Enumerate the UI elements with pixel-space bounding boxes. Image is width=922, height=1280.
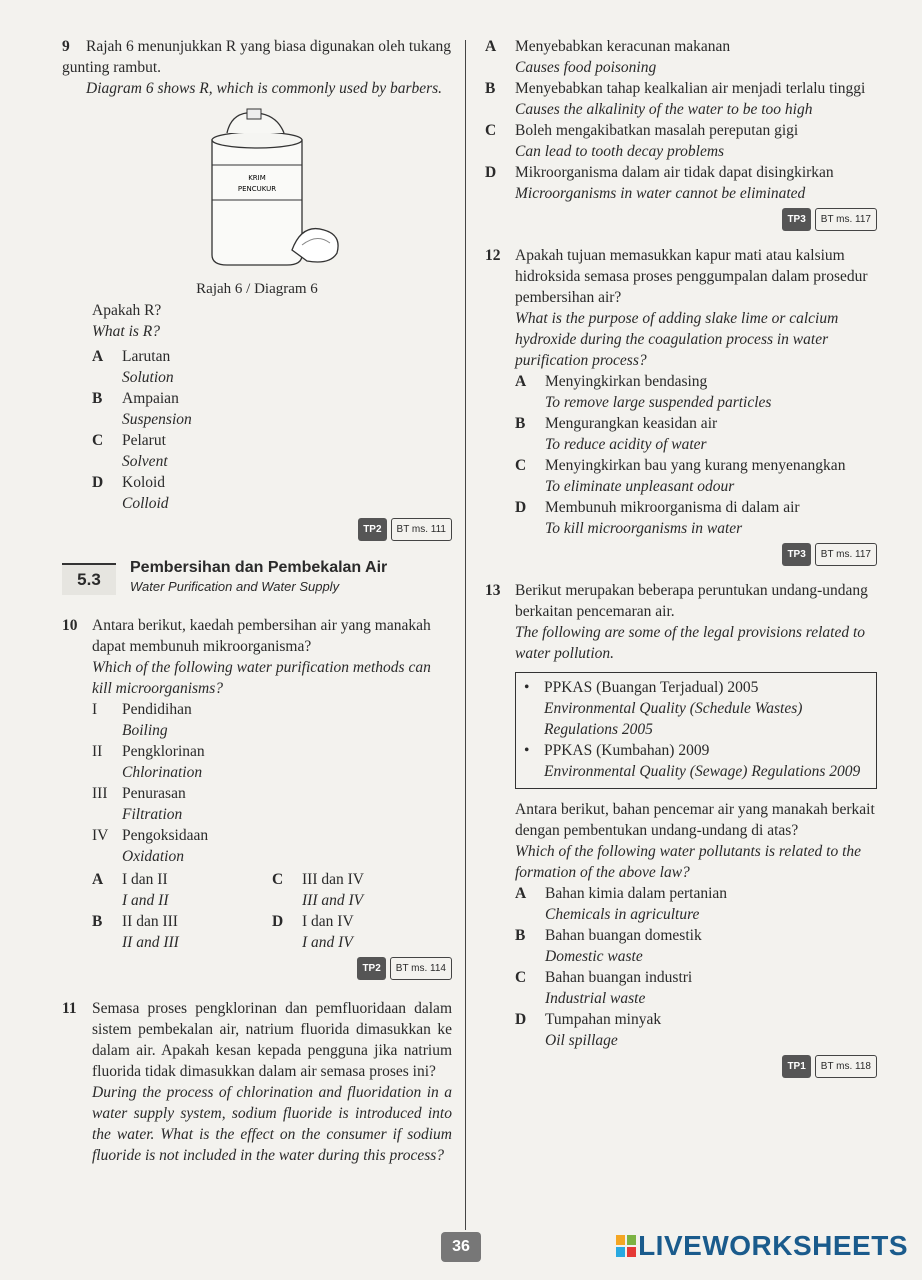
- question-number: 11: [62, 1000, 77, 1017]
- option-c[interactable]: C III dan IV III and IV: [272, 871, 364, 909]
- statement-iv: IV Pengoksidaan Oxidation: [92, 827, 209, 865]
- question-text-en: During the process of chlorination and fluoridation in a water supply system, sodium fluoride is introduced into the water. What is the effect on the consumer if sodium fluoride is not included in the water during this process?: [92, 1084, 452, 1164]
- question-text-ms: Apakah tujuan memasukkan kapur mati atau kalsium hidroksida semasa proses penggumpalan dalam prosedur pembersihan air?: [515, 247, 868, 306]
- statement-i: I Pendidihan Boiling: [92, 701, 192, 739]
- shaving-cream-can-illustration: [62, 105, 452, 275]
- option-c[interactable]: C Bahan buangan industri Industrial waste: [515, 969, 693, 1007]
- question-11: [62, 998, 452, 1166]
- option-c[interactable]: C Boleh mengakibatkan masalah pereputan gigi Can lead to tooth decay problems: [485, 122, 799, 160]
- question-number: 12: [485, 247, 501, 264]
- level-tag: TP3 BT ms. 117: [485, 208, 877, 231]
- liveworksheets-brand[interactable]: [616, 1230, 908, 1262]
- brand-name: LIVEWORKSHEETS: [638, 1230, 908, 1261]
- page-number: 36: [441, 1232, 481, 1262]
- list-item: • PPKAS (Kumbahan) 2009 Environmental Quality (Sewage) Regulations 2009: [524, 742, 861, 780]
- question-text-ms: Berikut merupakan beberapa peruntukan undang-undang berkaitan pencemaran air.: [515, 582, 868, 620]
- diagram-6: [62, 105, 452, 275]
- option-a[interactable]: A Bahan kimia dalam pertanian Chemicals in agriculture: [515, 885, 728, 923]
- question-text-ms: Semasa proses pengklorinan dan pemfluoridaan dalam sistem pembekalan air, natrium fluorida dimasukkan ke dalam air. Apakah kesan kepada pengguna jika natrium fluorida tidak dimasukkan dalam air semasa proses ini?: [92, 1000, 452, 1080]
- option-d[interactable]: D Tumpahan minyak Oil spillage: [515, 1011, 662, 1049]
- option-a[interactable]: A Menyingkirkan bendasing To remove large suspended particles: [515, 373, 772, 411]
- option-d[interactable]: D Membunuh mikroorganisma di dalam air To kill microorganisms in water: [515, 499, 800, 537]
- option-b[interactable]: B Bahan buangan domestik Domestic waste: [515, 927, 702, 965]
- diagram-caption: Rajah 6 / Diagram 6: [196, 281, 318, 297]
- option-c[interactable]: C Pelarut Solvent: [92, 432, 168, 470]
- list-item: • PPKAS (Buangan Terjadual) 2005 Environmental Quality (Schedule Wastes) Regulations 2005: [524, 679, 803, 738]
- question-text-en: What is the purpose of adding slake lime or calcium hydroxide during the coagulation process in water purification process?: [515, 310, 839, 369]
- question-13: [485, 580, 877, 1078]
- question-text-ms: Rajah 6 menunjukkan R yang biasa digunakan oleh tukang gunting rambut.: [62, 38, 452, 76]
- right-column: [485, 36, 877, 1084]
- question-text-ms: Antara berikut, kaedah pembersihan air yang manakah dapat membunuh mikroorganisma?: [92, 617, 431, 655]
- question-9: [62, 36, 452, 541]
- option-d[interactable]: D Mikroorganisma dalam air tidak dapat disingkirkan Microorganisms in water cannot be eliminated: [485, 164, 834, 202]
- column-divider: [465, 40, 466, 1230]
- option-d[interactable]: D Koloid Colloid: [92, 474, 169, 512]
- option-a[interactable]: A I dan II I and II: [92, 871, 169, 909]
- question-ask-ms: Antara berikut, bahan pencemar air yang manakah berkait dengan pembentukan undang-undang di atas?: [515, 801, 875, 839]
- option-a[interactable]: A Larutan Solution: [92, 348, 174, 386]
- question-12: [485, 245, 877, 566]
- can-label-1: KRIM: [248, 174, 266, 182]
- section-number: 5.3: [62, 563, 116, 595]
- question-number: 9: [62, 38, 70, 55]
- question-ask-en: What is R?: [92, 323, 161, 340]
- statement-iii: III Penurasan Filtration: [92, 785, 186, 823]
- level-tag: TP1 BT ms. 118: [485, 1055, 877, 1078]
- statement-ii: II Pengklorinan Chlorination: [92, 743, 205, 781]
- can-label-2: PENCUKUR: [237, 185, 277, 193]
- option-d[interactable]: D I dan IV I and IV: [272, 913, 354, 951]
- section-subtitle: Water Purification and Water Supply: [130, 579, 340, 594]
- left-column: [62, 36, 452, 1166]
- option-c[interactable]: C Menyingkirkan bau yang kurang menyenangkan To eliminate unpleasant odour: [515, 457, 846, 495]
- question-10: [62, 615, 452, 980]
- page-footer: [0, 1230, 922, 1270]
- level-tag: TP2 BT ms. 111: [62, 518, 452, 541]
- option-b[interactable]: B II dan III II and III: [92, 913, 179, 951]
- section-title: Pembersihan dan Pembekalan Air: [130, 559, 388, 576]
- option-b[interactable]: B Mengurangkan keasidan air To reduce acidity of water: [515, 415, 718, 453]
- question-number: 10: [62, 617, 78, 634]
- section-header: [62, 555, 452, 605]
- question-11-options: [485, 36, 877, 231]
- option-a[interactable]: A Menyebabkan keracunan makanan Causes food poisoning: [485, 38, 731, 76]
- question-number: 13: [485, 582, 501, 599]
- option-b[interactable]: B Menyebabkan tahap kealkalian air menjadi terlalu tinggi Causes the alkalinity of the water to be too high: [485, 80, 866, 118]
- question-text-en: Diagram 6 shows R, which is commonly used by barbers.: [86, 80, 443, 97]
- question-text-en: Which of the following water purification methods can kill microorganisms?: [92, 659, 431, 697]
- legal-provisions-box: [515, 672, 877, 789]
- option-b[interactable]: B Ampaian Suspension: [92, 390, 192, 428]
- question-ask-en: Which of the following water pollutants is related to the formation of the above law?: [515, 843, 862, 881]
- question-ask-ms: Apakah R?: [92, 302, 162, 319]
- level-tag: TP2 BT ms. 114: [62, 957, 452, 980]
- question-text-en: The following are some of the legal provisions related to water pollution.: [515, 624, 866, 662]
- liveworksheets-logo-icon: [616, 1235, 636, 1257]
- level-tag: TP3 BT ms. 117: [485, 543, 877, 566]
